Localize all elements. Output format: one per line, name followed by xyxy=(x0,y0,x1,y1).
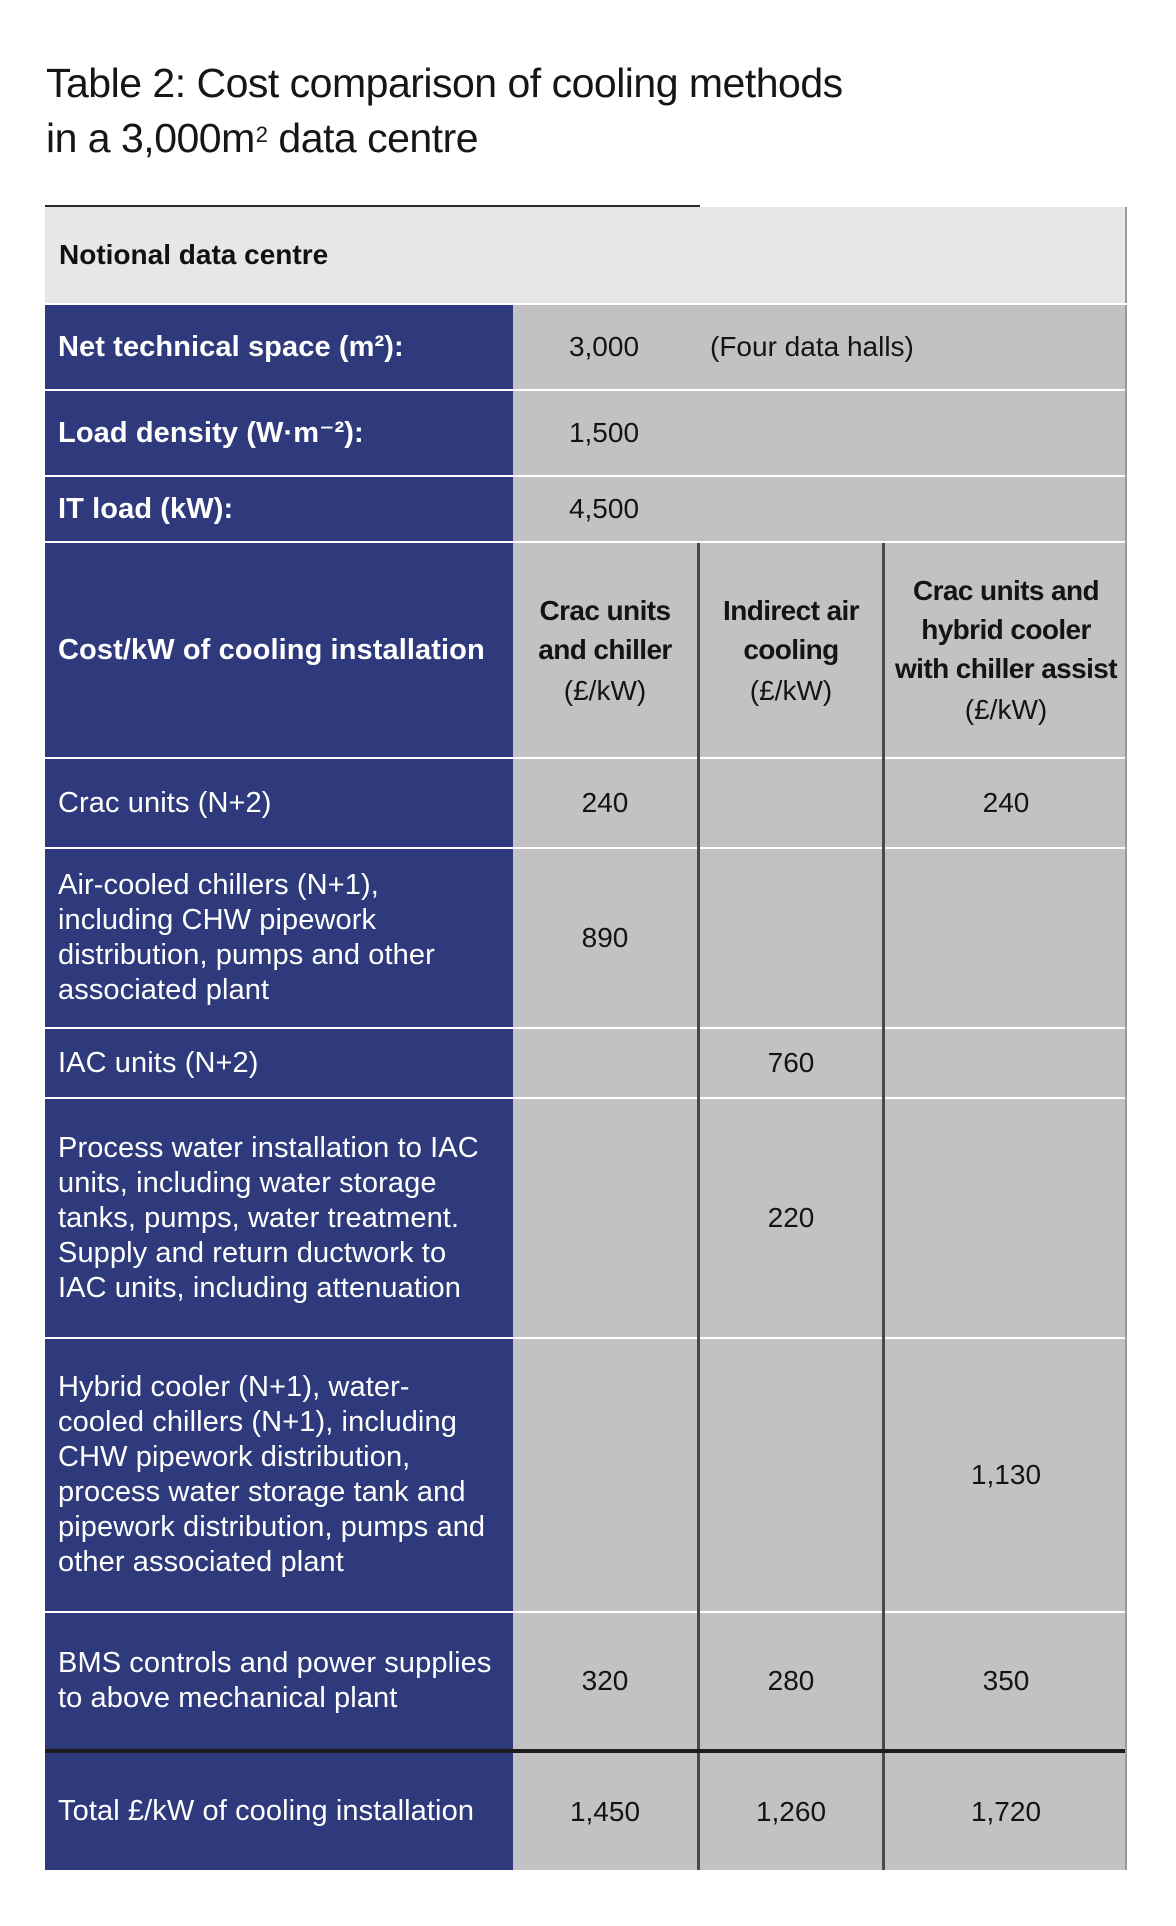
row-label-crac-units: Crac units (N+2) xyxy=(45,759,513,847)
row-value-load-density xyxy=(513,391,1127,475)
row-label-net-technical-space: Net technical space (m²): xyxy=(45,305,513,389)
cost-comparison-table xyxy=(45,205,1127,1870)
cell-air-cooled-chillers-col3 xyxy=(885,849,1127,1027)
cell-total-col1: 1,450 xyxy=(513,1753,697,1870)
column-unit-indirect-air: (£/kW) xyxy=(749,674,833,706)
row-label-it-load: IT load (kW): xyxy=(45,477,513,541)
column-divider-2 xyxy=(882,543,885,1749)
column-unit-crac-and-chiller: (£/kW) xyxy=(563,674,647,706)
row-value-net-technical-space xyxy=(513,305,1127,389)
cell-air-cooled-chillers-col2 xyxy=(700,849,882,1027)
row-label-cost-per-kw-header: Cost/kW of cooling installation xyxy=(45,543,513,757)
it-load-value: 4,500 xyxy=(568,493,640,524)
title-superscript: 2 xyxy=(255,122,268,147)
row-label-process-water: Process water installation to IAC units, including water storage tanks, pumps, water treatment. Supply and return ductwork to IAC units, including attenuation xyxy=(45,1099,513,1337)
cell-total-col2: 1,260 xyxy=(700,1753,882,1870)
column-header-crac-and-chiller xyxy=(513,543,697,757)
cell-air-cooled-chillers-col1: 890 xyxy=(513,849,697,1027)
row-label-bms-controls: BMS controls and power supplies to above mechanical plant xyxy=(45,1613,513,1749)
row-label-air-cooled-chillers: Air-cooled chillers (N+1), including CHW pipework distribution, pumps and other associated plant xyxy=(45,849,513,1027)
column-unit-hybrid-cooler: (£/kW) xyxy=(964,694,1048,725)
cell-process-water-col2: 220 xyxy=(700,1099,882,1337)
table-title-line-2 xyxy=(46,111,1126,166)
title-suffix: data centre xyxy=(267,115,479,161)
cell-process-water-col3 xyxy=(885,1099,1127,1337)
row-label-total: Total £/kW of cooling installation xyxy=(45,1753,513,1870)
row-label-iac-units: IAC units (N+2) xyxy=(45,1029,513,1097)
title-prefix: in a 3,000m xyxy=(46,115,255,161)
cell-bms-controls-col2: 280 xyxy=(700,1613,882,1749)
net-technical-space-value: 3,000 xyxy=(568,331,640,362)
table-title-line-1: Table 2: Cost comparison of cooling methods xyxy=(46,60,843,106)
column-heading-hybrid-cooler: Crac units and hybrid cooler with chiller assist xyxy=(894,575,1118,684)
cell-iac-units-col2: 760 xyxy=(700,1029,882,1097)
row-value-it-load xyxy=(513,477,1127,541)
column-divider-2-total xyxy=(882,1753,885,1870)
load-density-value: 1,500 xyxy=(568,417,640,448)
table-title xyxy=(46,56,1126,166)
section-header-notional-data-centre: Notional data centre xyxy=(45,207,1127,303)
column-divider-1 xyxy=(697,543,700,1749)
cell-hybrid-cooler-col2 xyxy=(700,1339,882,1611)
cell-iac-units-col1 xyxy=(513,1029,697,1097)
cell-crac-units-col1: 240 xyxy=(513,759,697,847)
cell-crac-units-col2 xyxy=(700,759,882,847)
row-label-load-density: Load density (W·m⁻²): xyxy=(45,391,513,475)
cell-iac-units-col3 xyxy=(885,1029,1127,1097)
cell-bms-controls-col3: 350 xyxy=(885,1613,1127,1749)
column-header-hybrid-cooler xyxy=(885,543,1127,757)
cell-hybrid-cooler-col1 xyxy=(513,1339,697,1611)
cell-total-col3: 1,720 xyxy=(885,1753,1127,1870)
column-heading-crac-and-chiller: Crac units and chiller xyxy=(538,594,672,665)
cell-crac-units-col3: 240 xyxy=(885,759,1127,847)
cell-process-water-col1 xyxy=(513,1099,697,1337)
cell-bms-controls-col1: 320 xyxy=(513,1613,697,1749)
row-label-hybrid-cooler: Hybrid cooler (N+1), water-cooled chillers (N+1), including CHW pipework distribution, process water storage tank and pipework distribution, pumps and other associated plant xyxy=(45,1339,513,1611)
column-heading-indirect-air: Indirect air cooling xyxy=(723,594,859,665)
net-technical-space-note: (Four data halls) xyxy=(710,331,914,362)
table-right-border xyxy=(1125,305,1127,1870)
column-header-indirect-air xyxy=(700,543,882,757)
cell-hybrid-cooler-col3: 1,130 xyxy=(885,1339,1127,1611)
column-divider-1-total xyxy=(697,1753,700,1870)
